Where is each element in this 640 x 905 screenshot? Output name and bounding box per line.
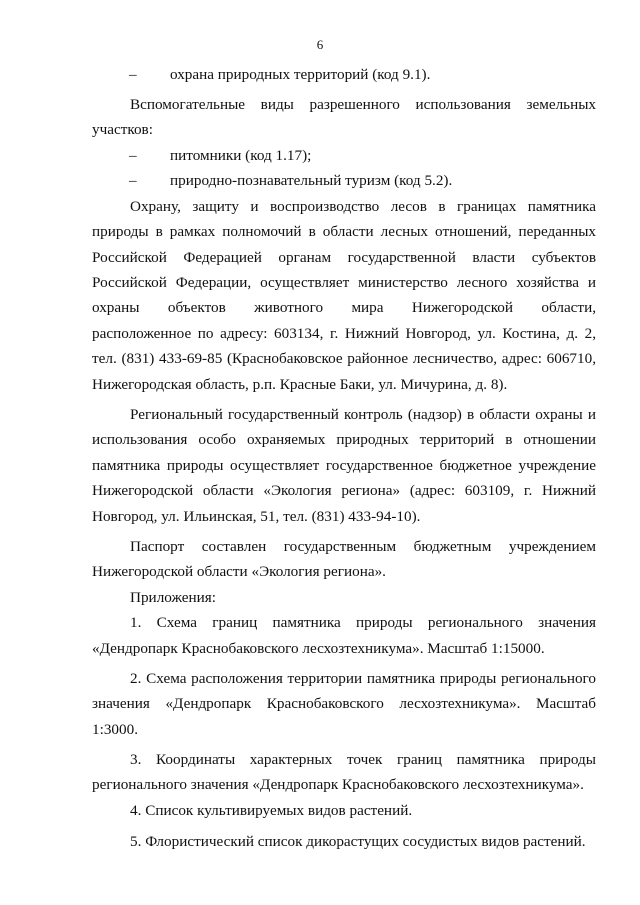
- page-number: 6: [316, 37, 324, 52]
- paragraph-line: Российской Федерации, осуществляет министерство лесного хозяйства и: [92, 274, 596, 291]
- paragraph-line: тел. (831) 433-69-85 (Краснобаковское районное лесничество, адрес: 606710,: [92, 350, 596, 367]
- list-item: [92, 66, 596, 84]
- paragraph-line: охраны объектов животного мира Нижегородской области,: [92, 299, 596, 316]
- paragraph-line: Новгород, ул. Ильинская, 51, тел. (831) 433-94-10).: [92, 508, 421, 525]
- paragraph-line: расположенное по адресу: 603134, г. Нижний Новгород, ул. Костина, д. 2,: [92, 325, 596, 342]
- appendix-item: 4. Список культивируемых видов растений.: [130, 802, 413, 819]
- appendix-item-continued: значения «Дендропарк Краснобаковского лесхозтехникума». Масштаб: [92, 695, 596, 712]
- paragraph-line: Вспомогательные виды разрешенного использования земельных: [130, 96, 596, 113]
- paragraph-line: Нижегородской области «Экология региона» (адрес: 603109, г. Нижний: [92, 482, 596, 499]
- appendix-item-continued: «Дендропарк Краснобаковского лесхозтехникума». Масштаб 1:15000.: [92, 640, 545, 657]
- paragraph-line: Охрану, защиту и воспроизводство лесов в границах памятника: [130, 198, 596, 215]
- appendices-heading: Приложения:: [130, 589, 216, 606]
- paragraph-line: Региональный государственный контроль (надзор) в области охраны и: [130, 406, 596, 423]
- paragraph-line: Нижегородская область, р.п. Красные Баки, ул. Мичурина, д. 8).: [92, 376, 508, 393]
- appendix-item-continued: 1:3000.: [92, 721, 138, 738]
- paragraph-line: Российской Федерацией органам государственной власти субъектов: [92, 249, 596, 266]
- appendix-item: 2. Схема расположения территории памятника природы регионального: [130, 670, 596, 687]
- appendix-item-continued: регионального значения «Дендропарк Краснобаковского лесхозтехникума».: [92, 776, 584, 793]
- list-item: [92, 147, 596, 165]
- appendix-item: 1. Схема границ памятника природы регионального значения: [130, 614, 596, 631]
- list-item: [92, 172, 596, 190]
- paragraph-line: памятника природы осуществляет государственное бюджетное учреждение: [92, 457, 596, 474]
- list-dash: –: [129, 147, 137, 164]
- appendix-item: 3. Координаты характерных точек границ памятника природы: [130, 751, 596, 768]
- list-item-text: питомники (код 1.17);: [170, 147, 312, 164]
- list-item-text: природно-познавательный туризм (код 5.2).: [170, 172, 453, 189]
- list-dash: –: [129, 66, 137, 83]
- paragraph-line: Паспорт составлен государственным бюджетным учреждением: [130, 538, 596, 555]
- list-item-text: охрана природных территорий (код 9.1).: [170, 66, 431, 83]
- paragraph-line: использования особо охраняемых природных территорий в отношении: [92, 431, 596, 448]
- paragraph-line: природы в рамках полномочий в области лесных отношений, переданных: [92, 223, 596, 240]
- list-dash: –: [129, 172, 137, 189]
- paragraph-line: Нижегородской области «Экология региона».: [92, 563, 386, 580]
- appendix-item: 5. Флористический список дикорастущих сосудистых видов растений.: [130, 833, 586, 850]
- paragraph-line: участков:: [92, 121, 153, 138]
